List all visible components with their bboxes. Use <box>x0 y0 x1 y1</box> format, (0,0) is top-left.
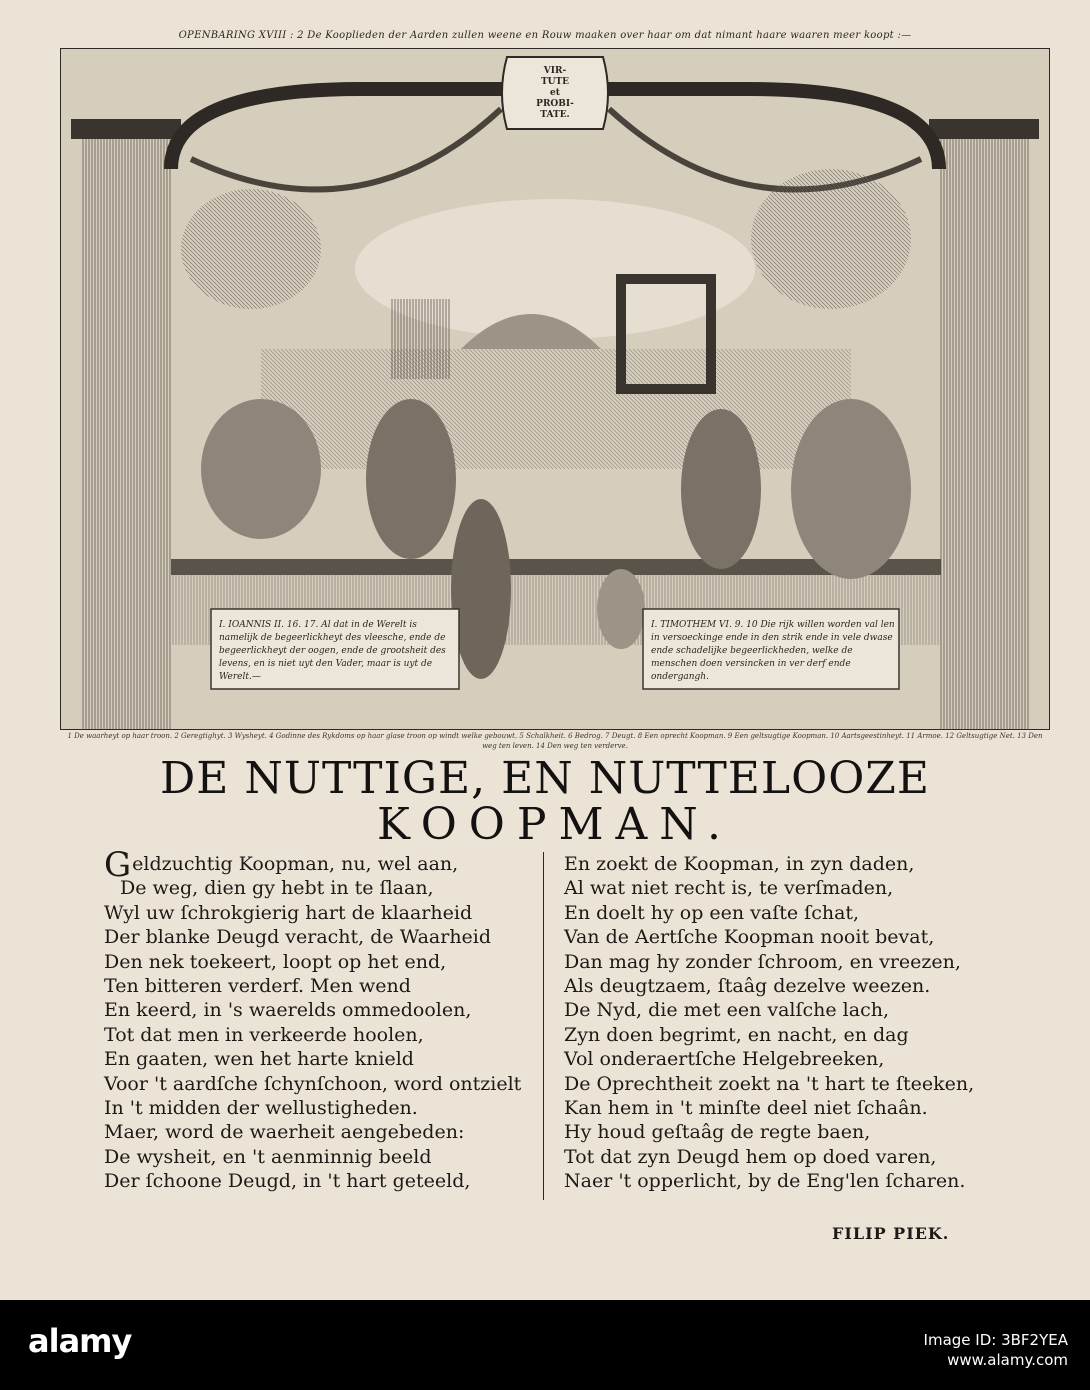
poem-line: De wysheit, en 't aenminnig beeld <box>104 1145 432 1168</box>
poem-line: Ten bitteren verderf. Men wend <box>104 975 411 998</box>
engraving-plate <box>60 48 1050 730</box>
title-line-1: DE NUTTIGE, EN NUTTELOOZE <box>160 753 930 804</box>
poem-line: Zyn doen begrimt, en nacht, en dag <box>564 1023 909 1046</box>
poem-line: En doelt hy op een vaſte ſchat, <box>564 901 860 924</box>
poem-line: Wyl uw ſchrokgierig hart de klaarheid <box>104 901 473 924</box>
poem-line: Maer, word de waerheit aengebeden: <box>104 1121 465 1144</box>
poem-line: De weg, dien gy hebt in te ſlaan, <box>120 877 434 900</box>
cartouche-line: et <box>550 87 560 98</box>
poem-line: Naer 't opperlicht, by de Eng'len ſcharen. <box>564 1170 966 1193</box>
cartouche-line: TATE. <box>540 109 570 120</box>
poem-line: Den nek toekeert, loopt op het end, <box>104 950 447 973</box>
poem-line: Dan mag hy zonder ſchroom, en vreezen, <box>564 950 961 973</box>
poem-line: En zoekt de Koopman, in zyn daden, <box>564 853 915 875</box>
poem-line: De Nyd, die met een valſche lach, <box>564 999 889 1022</box>
poem-line: Der blanke Deugd veracht, de Waarheid <box>104 926 492 949</box>
poem-line: Hy houd geſtaâg de regte baen, <box>564 1121 871 1144</box>
virtute-cartouche <box>503 55 607 131</box>
engraving-illustration <box>61 49 1049 729</box>
poem-line <box>104 845 534 885</box>
column-divider <box>543 852 544 1200</box>
poem-line: Tot dat men in verkeerde hoolen, <box>104 1023 424 1046</box>
poem-left-column <box>104 845 534 1194</box>
cartouche-line: PROBI- <box>536 98 574 109</box>
stock-footer-bar <box>0 1300 1090 1390</box>
poem-line-text: eldzuchtig Koopman, nu, wel aan, <box>132 853 459 875</box>
poem-line: Tot dat zyn Deugd hem op doed varen, <box>564 1145 937 1168</box>
poem-line: Der ſchoone Deugd, in 't hart geteeld, <box>104 1170 471 1193</box>
image-id-block <box>924 1330 1068 1370</box>
poem-line: Vol onderaertſche Helgebreeken, <box>564 1048 885 1071</box>
cartouche-line: VIR- <box>543 65 567 76</box>
poem-line: Voor 't aardſche ſchynſchoon, word ontzielt <box>104 1072 522 1095</box>
title-line-2: KOOPMAN. <box>377 799 733 850</box>
timothy-quote-cloth: I. TIMOTHEM VI. 9. 10 Die rijk willen worden val len in versoeckinge ende in den strik ende in vele dwase ende schadelijke begeerlickheden, welke de menschen doen versincken in ver derf ende ondergangh. <box>651 620 895 682</box>
site-url-text[interactable]: www.alamy.com <box>947 1351 1068 1369</box>
alamy-logo[interactable]: alamy <box>28 1322 132 1360</box>
poem-line: Al wat niet recht is, te verſmaden, <box>564 877 894 900</box>
engraving-legend: 1 De waarheyt op haar troon. 2 Geregtighyt. 3 Wysheyt. 4 Godinne des Rykdoms op haar glase troon op windt welke gebouwt. 5 Schalkheit. 6 Bedrog. 7 Deugt. 8 Een oprecht Koopman. 9 Een geltsugtige Koopman. 10 Aartsgeestinheyt. 11 Armoe. 12 Geltsugtige Net. 13 Den weg ten leven. 14 Den weg ten verderve. <box>67 732 1043 750</box>
poem-line: In 't midden der wellustigheden. <box>104 1097 418 1120</box>
poem-line: Als deugtzaem, ſtaâg dezelve weezen. <box>564 975 931 998</box>
revelation-caption: OPENBARING XVIII : 2 De Kooplieden der Aarden zullen weene en Rouw maaken over haar om dat nimant haare waaren meer koopt :— <box>178 30 912 41</box>
poem-line: En keerd, in 's waerelds ommedoolen, <box>104 999 472 1022</box>
author-signature: FILIP PIEK. <box>832 1224 950 1243</box>
poem-line: Kan hem in 't minſte deel niet ſchaân. <box>564 1097 928 1120</box>
cartouche-line: TUTE <box>540 76 570 87</box>
drop-cap-initial: G <box>104 845 132 885</box>
poem-line: Van de Aertſche Koopman nooit bevat, <box>564 926 935 949</box>
image-id-text: Image ID: 3BF2YEA <box>923 1331 1068 1349</box>
poem-line: De Oprechtheit zoekt na 't hart te ſteeken, <box>564 1072 975 1095</box>
poem-line: En gaaten, wen het harte knield <box>104 1048 414 1071</box>
john-quote-cloth: I. IOANNIS II. 16. 17. Al dat in de Werelt is namelijk de begeerlickheyt des vleesche, ende de begeerlickheyt der oogen, ende de grootsheit des levens, en is niet uyt den Vader, maar is uyt de Werelt.— <box>219 620 446 682</box>
poem-right-column <box>564 852 1004 1194</box>
